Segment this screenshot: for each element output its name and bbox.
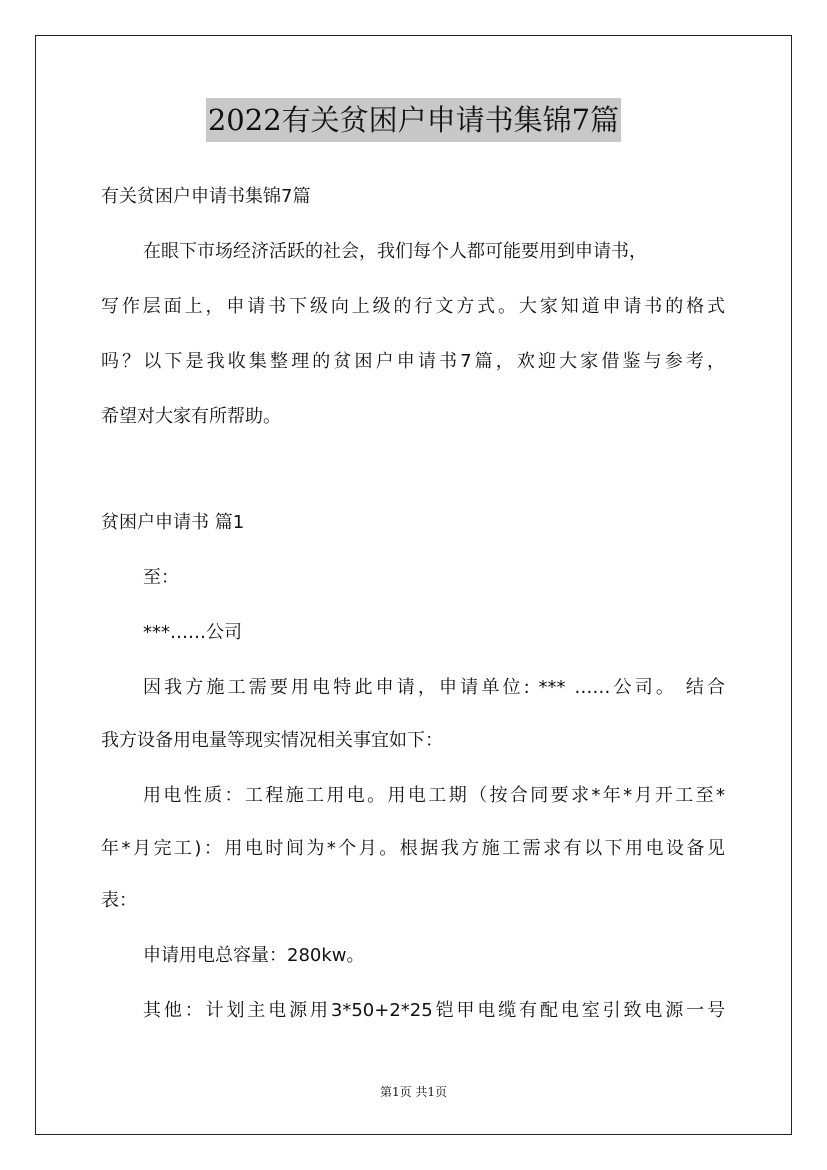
section-line: 表： [101, 890, 137, 911]
intro-paragraph-line: 吗？以下是我收集整理的贫困户申请书7篇，欢迎大家借鉴与参考， [101, 351, 725, 372]
intro-paragraph-line: 在眼下市场经济活跃的社会，我们每个人都可能要用到申请书， [143, 241, 647, 262]
intro-paragraph-line: 希望对大家有所帮助。 [101, 406, 281, 427]
document-subtitle: 有关贫困户申请书集锦7篇 [101, 186, 311, 207]
section-line: 用电性质：工程施工用电。用电工期（按合同要求*年*月开工至* [143, 785, 725, 806]
section-line: 年*月完工)：用电时间为*个月。根据我方施工需求有以下用电设备见 [101, 838, 725, 859]
section-line: 其他：计划主电源用3*50+2*25铠甲电缆有配电室引致电源一号 [143, 1000, 725, 1021]
section-line: 申请用电总容量：280kw。 [143, 945, 365, 966]
page-number-footer: 第1页 共1页 [379, 1085, 448, 1099]
section-line: 我方设备用电量等现实情况相关事宜如下： [101, 730, 443, 751]
title-container [0, 98, 827, 142]
section-line: ***……公司 [143, 622, 242, 643]
section-line: 因我方施工需要用电特此申请，申请单位: *** ……公司。 结合 [143, 677, 725, 698]
section-line: 至： [143, 567, 179, 588]
document-title: 2022有关贫困户申请书集锦7篇 [206, 98, 621, 142]
section-heading: 贫困户申请书 篇1 [101, 512, 245, 533]
intro-paragraph-line: 写作层面上，申请书下级向上级的行文方式。大家知道申请书的格式 [101, 296, 725, 317]
